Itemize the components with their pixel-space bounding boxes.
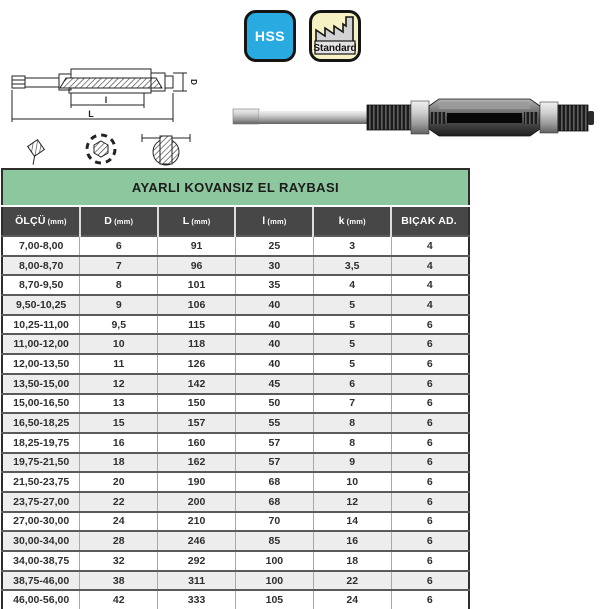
drawing-hatched-body bbox=[60, 78, 162, 88]
table-row bbox=[2, 512, 469, 532]
table-cell: 100 bbox=[235, 551, 313, 571]
table-cell: 292 bbox=[158, 551, 236, 571]
table-cell: 8 bbox=[80, 275, 158, 295]
table-cell: 57 bbox=[235, 453, 313, 473]
table-cell: 12 bbox=[80, 374, 158, 394]
table-cell: 18 bbox=[80, 453, 158, 473]
table-cell: 7 bbox=[80, 256, 158, 276]
table-cell: 246 bbox=[158, 531, 236, 551]
table-title-row bbox=[2, 169, 469, 206]
spec-table bbox=[1, 168, 470, 609]
table-cell: 22 bbox=[313, 571, 391, 591]
table-cell: 57 bbox=[235, 433, 313, 453]
table-cell: 7 bbox=[313, 394, 391, 414]
table-cell: 16 bbox=[80, 433, 158, 453]
table-row bbox=[2, 472, 469, 492]
table-cell: 12 bbox=[313, 492, 391, 512]
table-row bbox=[2, 236, 469, 256]
table-row bbox=[2, 571, 469, 591]
table-cell: 30 bbox=[235, 256, 313, 276]
table-cell: 6 bbox=[391, 590, 469, 609]
table-cell: 8,00-8,70 bbox=[2, 256, 80, 276]
table-cell: 6 bbox=[391, 492, 469, 512]
table-cell: 19,75-21,50 bbox=[2, 453, 80, 473]
table-cell: 4 bbox=[391, 236, 469, 256]
table-row bbox=[2, 492, 469, 512]
table-row bbox=[2, 334, 469, 354]
table-cell: 9,5 bbox=[80, 315, 158, 335]
col-header-k: k (mm) bbox=[313, 206, 391, 236]
table-cell: 35 bbox=[235, 275, 313, 295]
table-cell: 6 bbox=[391, 571, 469, 591]
table-cell: 40 bbox=[235, 315, 313, 335]
table-cell: 11,00-12,00 bbox=[2, 334, 80, 354]
table-cell: 55 bbox=[235, 413, 313, 433]
dim-label-small-l: l bbox=[104, 95, 108, 105]
col-header-olcu: ÖLÇÜ (mm) bbox=[2, 206, 80, 236]
table-cell: 6 bbox=[391, 472, 469, 492]
table-cell: 68 bbox=[235, 492, 313, 512]
table-cell: 5 bbox=[313, 315, 391, 335]
table-cell: 10 bbox=[80, 334, 158, 354]
table-cell: 27,00-30,00 bbox=[2, 512, 80, 532]
table-cell: 200 bbox=[158, 492, 236, 512]
table-cell: 40 bbox=[235, 295, 313, 315]
table-cell: 105 bbox=[235, 590, 313, 609]
col-header-d: D (mm) bbox=[80, 206, 158, 236]
table-cell: 85 bbox=[235, 531, 313, 551]
table-cell: 8 bbox=[313, 413, 391, 433]
table-cell: 11 bbox=[80, 354, 158, 374]
table-cell: 23,75-27,00 bbox=[2, 492, 80, 512]
table-cell: 91 bbox=[158, 236, 236, 256]
table-cell: 333 bbox=[158, 590, 236, 609]
table-cell: 190 bbox=[158, 472, 236, 492]
table-cell: 3,5 bbox=[313, 256, 391, 276]
technical-drawing bbox=[6, 60, 214, 166]
table-cell: 22 bbox=[80, 492, 158, 512]
table-row bbox=[2, 394, 469, 414]
table-cell: 8,70-9,50 bbox=[2, 275, 80, 295]
table-cell: 10 bbox=[313, 472, 391, 492]
table-cell: 16 bbox=[313, 531, 391, 551]
table-cell: 3 bbox=[313, 236, 391, 256]
hss-badge bbox=[244, 10, 296, 62]
table-cell: 9,50-10,25 bbox=[2, 295, 80, 315]
product-photo bbox=[225, 86, 597, 150]
table-cell: 30,00-34,00 bbox=[2, 531, 80, 551]
table-cell: 106 bbox=[158, 295, 236, 315]
table-cell: 24 bbox=[80, 512, 158, 532]
table-cell: 6 bbox=[391, 334, 469, 354]
table-cell: 68 bbox=[235, 472, 313, 492]
table-cell: 96 bbox=[158, 256, 236, 276]
table-cell: 6 bbox=[391, 453, 469, 473]
standard-badge bbox=[309, 10, 361, 62]
table-row bbox=[2, 275, 469, 295]
table-cell: 5 bbox=[313, 354, 391, 374]
table-cell: 6 bbox=[391, 512, 469, 532]
table-cell: 16,50-18,25 bbox=[2, 413, 80, 433]
table-cell: 157 bbox=[158, 413, 236, 433]
table-cell: 4 bbox=[391, 256, 469, 276]
table-cell: 12,00-13,50 bbox=[2, 354, 80, 374]
table-cell: 38 bbox=[80, 571, 158, 591]
table-body bbox=[2, 236, 469, 609]
table-cell: 25 bbox=[235, 236, 313, 256]
table-cell: 150 bbox=[158, 394, 236, 414]
table-cell: 6 bbox=[391, 374, 469, 394]
table-row bbox=[2, 590, 469, 609]
table-row bbox=[2, 256, 469, 276]
table-cell: 210 bbox=[158, 512, 236, 532]
table-cell: 6 bbox=[313, 374, 391, 394]
table-cell: 45 bbox=[235, 374, 313, 394]
drawing-detail-views bbox=[23, 134, 190, 165]
table-row bbox=[2, 531, 469, 551]
table-cell: 21,50-23,75 bbox=[2, 472, 80, 492]
table-cell: 13 bbox=[80, 394, 158, 414]
table-cell: 28 bbox=[80, 531, 158, 551]
factory-icon bbox=[312, 13, 358, 59]
table-cell: 118 bbox=[158, 334, 236, 354]
table-cell: 6 bbox=[391, 394, 469, 414]
table-cell: 70 bbox=[235, 512, 313, 532]
table-cell: 15 bbox=[80, 413, 158, 433]
table-row bbox=[2, 315, 469, 335]
col-header-bicak: BIÇAK AD. bbox=[391, 206, 469, 236]
table-cell: 40 bbox=[235, 334, 313, 354]
standard-badge-label: Standard bbox=[313, 43, 357, 54]
table-row bbox=[2, 413, 469, 433]
table-cell: 10,25-11,00 bbox=[2, 315, 80, 335]
table-row bbox=[2, 295, 469, 315]
dim-label-big-l: L bbox=[88, 109, 94, 119]
table-cell: 5 bbox=[313, 295, 391, 315]
table-cell: 6 bbox=[391, 413, 469, 433]
table-cell: 100 bbox=[235, 571, 313, 591]
table-cell: 18,25-19,75 bbox=[2, 433, 80, 453]
drawing-shank-tip bbox=[12, 76, 25, 88]
table-header-row bbox=[2, 206, 469, 236]
table-cell: 160 bbox=[158, 433, 236, 453]
table-cell: 6 bbox=[391, 433, 469, 453]
table-row bbox=[2, 354, 469, 374]
table-cell: 4 bbox=[313, 275, 391, 295]
table-cell: 34,00-38,75 bbox=[2, 551, 80, 571]
table-cell: 40 bbox=[235, 354, 313, 374]
table-cell: 42 bbox=[80, 590, 158, 609]
table-cell: 8 bbox=[313, 433, 391, 453]
col-header-big-l: L (mm) bbox=[158, 206, 236, 236]
reamer-tool bbox=[233, 99, 594, 136]
table-cell: 46,00-56,00 bbox=[2, 590, 80, 609]
table-cell: 4 bbox=[391, 295, 469, 315]
table-cell: 50 bbox=[235, 394, 313, 414]
table-cell: 311 bbox=[158, 571, 236, 591]
table-cell: 101 bbox=[158, 275, 236, 295]
table-cell: 115 bbox=[158, 315, 236, 335]
table-cell: 24 bbox=[313, 590, 391, 609]
table-cell: 5 bbox=[313, 334, 391, 354]
table-cell: 4 bbox=[391, 275, 469, 295]
table-row bbox=[2, 551, 469, 571]
table-cell: 20 bbox=[80, 472, 158, 492]
table-cell: 142 bbox=[158, 374, 236, 394]
table-cell: 6 bbox=[80, 236, 158, 256]
table-cell: 9 bbox=[80, 295, 158, 315]
table-cell: 6 bbox=[391, 551, 469, 571]
table-cell: 6 bbox=[391, 315, 469, 335]
hss-badge-label: HSS bbox=[254, 28, 286, 44]
table-cell: 9 bbox=[313, 453, 391, 473]
table-cell: 13,50-15,00 bbox=[2, 374, 80, 394]
table-cell: 38,75-46,00 bbox=[2, 571, 80, 591]
table-row bbox=[2, 374, 469, 394]
table-title: AYARLI KOVANSIZ EL RAYBASI bbox=[2, 169, 469, 206]
dim-label-d: D bbox=[189, 79, 198, 85]
table-cell: 7,00-8,00 bbox=[2, 236, 80, 256]
table-cell: 6 bbox=[391, 354, 469, 374]
table-cell: 15,00-16,50 bbox=[2, 394, 80, 414]
table-cell: 162 bbox=[158, 453, 236, 473]
table-row bbox=[2, 453, 469, 473]
table-cell: 14 bbox=[313, 512, 391, 532]
table-row bbox=[2, 433, 469, 453]
table-cell: 126 bbox=[158, 354, 236, 374]
table-cell: 18 bbox=[313, 551, 391, 571]
table-cell: 6 bbox=[391, 531, 469, 551]
table-cell: 32 bbox=[80, 551, 158, 571]
col-header-small-l: l (mm) bbox=[235, 206, 313, 236]
